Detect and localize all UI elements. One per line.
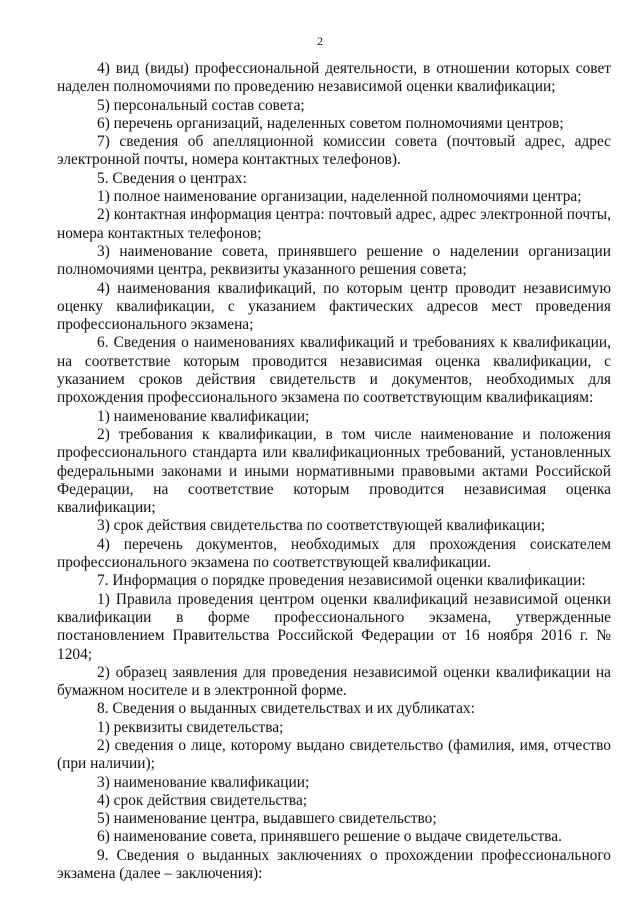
paragraph-5-4: 4) наименования квалификаций, по которым центр проводит независимую оценку квалификации, с указанием фактических адресов мест проведения профессионального экзамена;	[57, 279, 611, 334]
paragraph-6-4: 4) перечень документов, необходимых для прохождения соискателем профессионального экзамена по соответствующей квалификации.	[57, 535, 611, 572]
section-7-heading: 7. Информация о порядке проведения независимой оценки квалификации:	[97, 572, 586, 590]
section-6-heading: 6. Сведения о наименованиях квалификаций и требованиях к квалификации, на соответствие которым проводится независимая оценка квалификации, с указанием сроков действия свидетельств и документов, необходимых для прохождения профессионального экзамена по соответствующим квалификациям:	[57, 334, 611, 407]
paragraph-7-2: 2) образец заявления для проведения независимой оценки квалификации на бумажном носителе и в электронной форме.	[57, 663, 611, 700]
paragraph-8-2: 2) сведения о лице, которому выдано свидетельство (фамилия, имя, отчество (при наличии);	[57, 736, 611, 773]
paragraph-4-5: 5) персональный состав совета;	[97, 96, 305, 114]
document-body	[57, 60, 611, 883]
paragraph-8-1: 1) реквизиты свидетельства;	[97, 718, 284, 736]
paragraph-4-7: 7) сведения об апелляционной комиссии совета (почтовый адрес, адрес электронной почты, номера контактных телефонов).	[57, 133, 611, 169]
paragraph-8-5: 5) наименование центра, выдавшего свидетельство;	[97, 810, 437, 828]
section-9-heading: 9. Сведения о выданных заключениях о прохождении профессионального экзамена (далее – заключения):	[57, 846, 611, 883]
paragraph-4-6: 6) перечень организаций, наделенных советом полномочиями центров;	[97, 114, 564, 132]
paragraph-5-1: 1) полное наименование организации, наделенной полномочиями центра;	[97, 188, 582, 206]
paragraph-8-4: 4) срок действия свидетельства;	[97, 791, 308, 809]
section-5-heading: 5. Сведения о центрах:	[97, 169, 247, 187]
paragraph-8-3: 3) наименование квалификации;	[97, 773, 310, 791]
page-number: 2	[317, 34, 323, 48]
paragraph-7-1: 1) Правила проведения центром оценки квалификаций независимой оценки квалификации в форме профессионального экзамена, утвержденные постановлением Правительства Российской Федерации от 16 ноября 2016 г. № 1204;	[57, 590, 611, 663]
paragraph-6-3: 3) срок действия свидетельства по соответствующей квалификации;	[97, 517, 546, 535]
section-8-heading: 8. Сведения о выданных свидетельствах и их дубликатах:	[97, 700, 475, 718]
paragraph-6-2: 2) требования к квалификации, в том числе наименование и положения профессионального стандарта или квалификационных требований, установленных федеральными законами и иными нормативными правовыми актами Российской Федерации, на соответствие которым проводится независимая оценка квалификации;	[57, 425, 611, 517]
paragraph-8-6: 6) наименование совета, принявшего решение о выдаче свидетельства.	[97, 828, 562, 846]
paragraph-5-2: 2) контактная информация центра: почтовый адрес, адрес электронной почты, номера контактных телефонов;	[57, 206, 611, 242]
paragraph-4-4: 4) вид (виды) профессиональной деятельности, в отношении которых совет наделен полномочиями по проведению независимой оценки квалификации;	[57, 60, 611, 96]
paragraph-6-1: 1) наименование квалификации;	[97, 407, 310, 425]
paragraph-5-3: 3) наименование совета, принявшего решение о наделении организации полномочиями центра, реквизиты указанного решения совета;	[57, 242, 611, 279]
